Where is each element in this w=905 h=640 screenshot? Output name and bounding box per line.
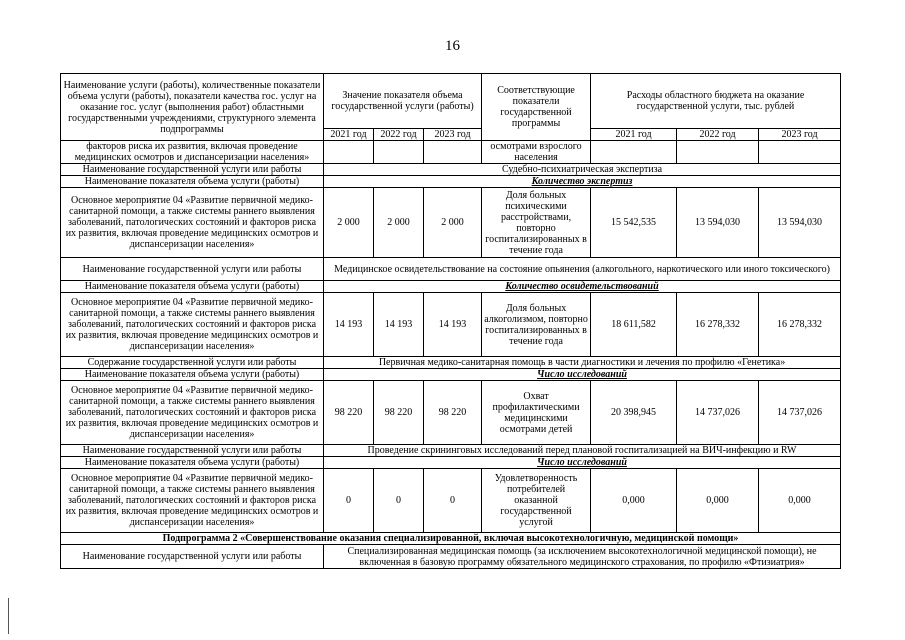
value-2021: 98 220 [324,381,374,445]
data-row [61,188,841,258]
value-2023: 98 220 [424,381,482,445]
service-label: Наименование государственной услуги или работы [61,258,324,281]
year-value-2021: 2021 год [324,129,374,141]
data-row [61,293,841,357]
program-indicator: Удовлетворенность потребителей оказанной государственной услугой [482,469,591,533]
indicator-value: Количество освидетельствований [324,281,841,293]
year-value-2022: 2022 год [374,129,424,141]
header-row [61,74,841,129]
service-row [61,545,841,569]
value-2021: 14 193 [324,293,374,357]
value-2022: 98 220 [374,381,424,445]
subprogram-row [61,533,841,545]
header-program: Соответствующие показатели государственной программы [482,74,591,141]
activity-name: Основное мероприятие 04 «Развитие первичной медико-санитарной помощи, а также системы раннего выявления заболеваний, патологических состояний и факторов риска их развития, включая проведение медицинских осмотров и диспансеризации населения» [61,469,324,533]
value-2023: 14 193 [424,293,482,357]
budget-2021: 0,000 [591,469,677,533]
value-2022: 14 193 [374,293,424,357]
indicator-row [61,457,841,469]
service-row [61,445,841,457]
subprogram-title: Подпрограмма 2 «Совершенствование оказания специализированной, включая высокотехнологичную, медицинской помощи» [61,533,841,545]
value-2022: 2 000 [374,188,424,258]
indicator-value: Число исследований [324,369,841,381]
header-value-group: Значение показателя объема государственной услуги (работы) [324,74,482,129]
header-budget-group: Расходы областного бюджета на оказание государственной услуги, тыс. рублей [591,74,841,129]
service-value: Судебно-психиатрическая экспертиза [324,164,841,176]
data-row [61,381,841,445]
program-indicator: Доля больных алкоголизмом, повторно госпитализированных в течение года [482,293,591,357]
budget-2022: 14 737,026 [677,381,759,445]
value-2021: 0 [324,469,374,533]
budget-2022: 16 278,332 [677,293,759,357]
services-table [60,73,841,569]
page-number: 16 [445,38,460,54]
indicator-value: Число исследований [324,457,841,469]
service-label: Наименование государственной услуги или работы [61,164,324,176]
continued-program: осмотрами взрослого населения [482,141,591,164]
indicator-label: Наименование показателя объема услуги (работы) [61,369,324,381]
activity-name: Основное мероприятие 04 «Развитие первичной медико-санитарной помощи, а также системы раннего выявления заболеваний, патологических состояний и факторов риска их развития, включая проведение медицинских осмотров и диспансеризации населения» [61,188,324,258]
header-name: Наименование услуги (работы), количественные показатели объема услуги (работы), показатели качества гос. услуг на оказание гос. услуг (выполнения работ) областными государственными учреждениями, структурного элемента подпрограммы [61,74,324,141]
activity-name: Основное мероприятие 04 «Развитие первичной медико-санитарной помощи, а также системы раннего выявления заболеваний, патологических состояний и факторов риска их развития, включая проведение медицинских осмотров и диспансеризации населения» [61,381,324,445]
indicator-value: Количество экспертиз [324,176,841,188]
service-value: Проведение скрининговых исследований перед плановой госпитализацией на ВИЧ-инфекцию и RW [324,445,841,457]
year-budget-2023: 2023 год [759,129,841,141]
indicator-row [61,281,841,293]
indicator-label: Наименование показателя объема услуги (работы) [61,281,324,293]
year-budget-2021: 2021 год [591,129,677,141]
continued-name: факторов риска их развития, включая проведение медицинских осмотров и диспансеризации населения» [61,141,324,164]
service-row [61,164,841,176]
budget-2023: 0,000 [759,469,841,533]
indicator-label: Наименование показателя объема услуги (работы) [61,457,324,469]
budget-2023: 14 737,026 [759,381,841,445]
value-2021: 2 000 [324,188,374,258]
service-value: Первичная медико-санитарная помощь в части диагностики и лечения по профилю «Генетика» [324,357,841,369]
indicator-row [61,369,841,381]
value-2023: 0 [424,469,482,533]
budget-2021: 20 398,945 [591,381,677,445]
budget-2023: 16 278,332 [759,293,841,357]
budget-2023: 13 594,030 [759,188,841,258]
service-label: Наименование государственной услуги или работы [61,545,324,569]
year-budget-2022: 2022 год [677,129,759,141]
budget-2022: 13 594,030 [677,188,759,258]
value-2023: 2 000 [424,188,482,258]
program-indicator: Охват профилактическими медицинскими осмотрами детей [482,381,591,445]
scan-margin-line [8,598,9,634]
service-value: Специализированная медицинская помощь (за исключением высокотехнологичной медицинской помощи), не включенная в базовую программу обязательного медицинского страхования, по профилю «Фтизиатрия» [324,545,841,569]
data-row [61,469,841,533]
service-row [61,258,841,281]
service-row [61,357,841,369]
indicator-row [61,176,841,188]
service-label: Содержание государственной услуги или работы [61,357,324,369]
service-value: Медицинское освидетельствование на состояние опьянения (алкогольного, наркотического или иного токсического) [324,258,841,281]
budget-2021: 18 611,582 [591,293,677,357]
budget-2022: 0,000 [677,469,759,533]
indicator-label: Наименование показателя объема услуги (работы) [61,176,324,188]
service-label: Наименование государственной услуги или работы [61,445,324,457]
budget-2021: 15 542,535 [591,188,677,258]
year-value-2023: 2023 год [424,129,482,141]
program-indicator: Доля больных психическими расстройствами, повторно госпитализированных в течение года [482,188,591,258]
table-row [61,141,841,164]
activity-name: Основное мероприятие 04 «Развитие первичной медико-санитарной помощи, а также системы раннего выявления заболеваний, патологических состояний и факторов риска их развития, включая проведение медицинских осмотров и диспансеризации населения» [61,293,324,357]
value-2022: 0 [374,469,424,533]
